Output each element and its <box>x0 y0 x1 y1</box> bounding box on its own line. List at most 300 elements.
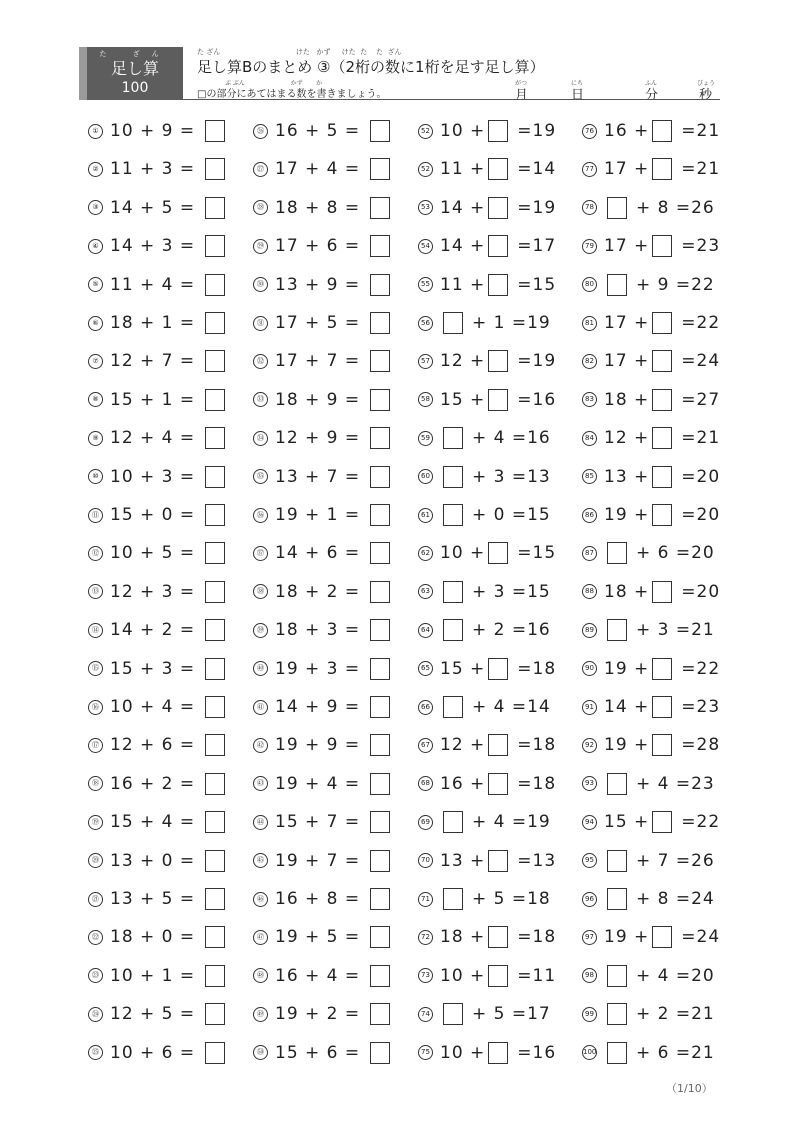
problem-item <box>88 924 228 950</box>
problem-number: ② <box>88 162 103 177</box>
problem-item <box>582 195 715 221</box>
expression-right: + 7 =26 <box>636 850 715 871</box>
answer-box[interactable] <box>370 850 390 872</box>
problem-number: 71 <box>418 892 433 907</box>
answer-box[interactable] <box>205 696 225 718</box>
expression-right: =18 <box>517 927 557 948</box>
problem-item <box>418 502 551 528</box>
problem-item <box>253 272 393 298</box>
answer-box[interactable] <box>370 734 390 756</box>
problem-number: ㉖ <box>253 124 268 139</box>
problem-number: ㊵ <box>253 661 268 676</box>
answer-box[interactable] <box>607 965 627 987</box>
expression-left: 17 + 6 = <box>275 236 361 257</box>
expression-right: + 2 =16 <box>472 620 551 641</box>
problem-item <box>253 348 393 374</box>
answer-box[interactable] <box>652 235 672 257</box>
title-ruby: た ざん けた かず けた た た ざん <box>197 48 402 56</box>
problem-number: 90 <box>582 661 597 676</box>
answer-box[interactable] <box>205 235 225 257</box>
answer-box[interactable] <box>205 850 225 872</box>
expression-left: 10 + 3 = <box>110 466 196 487</box>
answer-box[interactable] <box>488 389 508 411</box>
problem-item <box>253 771 393 797</box>
problem-item <box>418 425 551 451</box>
expression-left: 10 + 6 = <box>110 1042 196 1063</box>
answer-box[interactable] <box>370 466 390 488</box>
day-ruby: にち <box>571 80 584 87</box>
expression-left: 10 + <box>440 965 486 986</box>
expression-left: 14 + 3 = <box>110 236 196 257</box>
expression-left: 12 + <box>604 428 650 449</box>
answer-box[interactable] <box>652 581 672 603</box>
problem-item <box>253 425 393 451</box>
problem-number: 57 <box>418 354 433 369</box>
expression-right: =24 <box>681 927 721 948</box>
problem-number: ㊴ <box>253 623 268 638</box>
problem-item <box>418 233 556 259</box>
answer-box[interactable] <box>488 734 508 756</box>
problem-item <box>582 848 715 874</box>
problem-item <box>418 617 551 643</box>
answer-box[interactable] <box>443 504 463 526</box>
problem-item <box>582 464 720 490</box>
problem-number: ⑨ <box>88 431 103 446</box>
problem-item <box>418 848 556 874</box>
answer-box[interactable] <box>205 504 225 526</box>
answer-box[interactable] <box>205 619 225 641</box>
answer-box[interactable] <box>443 811 463 833</box>
answer-box[interactable] <box>443 581 463 603</box>
answer-box[interactable] <box>607 850 627 872</box>
problem-number: 83 <box>582 392 597 407</box>
expression-right: =15 <box>517 543 557 564</box>
expression-left: 10 + 4 = <box>110 697 196 717</box>
problem-number: 58 <box>418 392 433 407</box>
problem-item <box>253 656 393 682</box>
problem-number: ㊼ <box>253 930 268 945</box>
answer-box[interactable] <box>443 696 463 718</box>
answer-box[interactable] <box>370 542 390 564</box>
answer-box[interactable] <box>607 542 627 564</box>
expression-right: =19 <box>517 197 557 218</box>
answer-box[interactable] <box>652 734 672 756</box>
problem-item <box>88 156 228 182</box>
expression-left: 18 + <box>604 389 650 410</box>
answer-box[interactable] <box>443 312 463 334</box>
expression-right: + 5 =18 <box>472 889 551 909</box>
answer-box[interactable] <box>488 197 508 219</box>
answer-box[interactable] <box>652 811 672 833</box>
expression-left: 19 + 9 = <box>275 735 361 756</box>
expression-right: =20 <box>681 466 721 487</box>
problem-item <box>253 886 393 912</box>
problem-number: ⑲ <box>88 815 103 830</box>
expression-left: 14 + <box>440 197 486 218</box>
expression-right: =14 <box>517 159 557 180</box>
answer-box[interactable] <box>607 888 627 910</box>
problem-number: ㉗ <box>253 162 268 177</box>
expression-left: 18 + 8 = <box>275 197 361 218</box>
second-label: 秒 <box>699 88 713 103</box>
problem-item <box>418 924 556 950</box>
answer-box[interactable] <box>652 120 672 142</box>
problem-number: 100 <box>582 1045 597 1060</box>
expression-left: 19 + 3 = <box>275 658 361 679</box>
expression-left: 16 + 5 = <box>275 121 361 141</box>
expression-right: + 4 =19 <box>472 812 551 833</box>
problem-number: 96 <box>582 892 597 907</box>
problem-number: 89 <box>582 623 597 638</box>
problem-number: 63 <box>418 584 433 599</box>
problem-item <box>418 540 556 566</box>
problem-number: ㊽ <box>253 968 268 983</box>
problem-item <box>88 310 228 336</box>
problem-item <box>582 156 720 182</box>
expression-left: 15 + 4 = <box>110 812 196 833</box>
problem-item <box>418 963 556 989</box>
expression-right: + 3 =13 <box>472 466 551 487</box>
answer-box[interactable] <box>652 350 672 372</box>
answer-box[interactable] <box>370 427 390 449</box>
expression-right: + 1 =19 <box>472 313 551 333</box>
problem-item <box>582 656 720 682</box>
category-ruby: た ざん <box>99 50 171 58</box>
answer-box[interactable] <box>370 235 390 257</box>
problem-item <box>88 886 228 912</box>
page-number: （1/10） <box>666 1082 713 1095</box>
problem-item <box>253 848 393 874</box>
problem-item <box>88 502 228 528</box>
answer-box[interactable] <box>205 811 225 833</box>
answer-box[interactable] <box>488 120 508 142</box>
answer-box[interactable] <box>205 965 225 987</box>
expression-left: 14 + <box>440 236 486 257</box>
problem-number: ㊶ <box>253 700 268 715</box>
problem-item <box>582 272 715 298</box>
answer-box[interactable] <box>205 312 225 334</box>
answer-box[interactable] <box>370 197 390 219</box>
answer-box[interactable] <box>370 773 390 795</box>
expression-left: 12 + <box>440 351 486 372</box>
answer-box[interactable] <box>205 427 225 449</box>
worksheet-header <box>79 47 720 102</box>
answer-box[interactable] <box>607 619 627 641</box>
expression-right: =21 <box>681 428 721 449</box>
expression-right: =18 <box>517 773 557 794</box>
answer-box[interactable] <box>370 926 390 948</box>
problem-item <box>582 502 720 528</box>
expression-right: =21 <box>681 159 721 180</box>
answer-box[interactable] <box>370 1003 390 1025</box>
problem-item <box>253 1040 393 1066</box>
problem-number: 55 <box>418 277 433 292</box>
answer-box[interactable] <box>370 312 390 334</box>
problem-item <box>582 1040 715 1066</box>
problem-number: 97 <box>582 930 597 945</box>
answer-box[interactable] <box>205 120 225 142</box>
answer-box[interactable] <box>205 389 225 411</box>
problem-item <box>88 540 228 566</box>
problem-number: 69 <box>418 815 433 830</box>
problem-number: ㉕ <box>88 1045 103 1060</box>
problem-item <box>582 579 720 605</box>
problem-item <box>582 886 715 912</box>
problem-item <box>253 118 393 144</box>
problem-number: 93 <box>582 776 597 791</box>
problem-number: ㉛ <box>253 316 268 331</box>
problem-number: ㉙ <box>253 239 268 254</box>
problem-item <box>88 771 228 797</box>
expression-left: 12 + <box>440 735 486 756</box>
problem-item <box>88 848 228 874</box>
problem-item <box>253 387 393 413</box>
expression-right: =28 <box>681 735 721 756</box>
problem-number: 84 <box>582 431 597 446</box>
expression-right: + 4 =14 <box>472 697 551 717</box>
answer-box[interactable] <box>370 658 390 680</box>
answer-box[interactable] <box>652 427 672 449</box>
problem-item <box>88 464 228 490</box>
problem-number: ㊻ <box>253 892 268 907</box>
answer-box[interactable] <box>488 158 508 180</box>
expression-left: 19 + <box>604 735 650 756</box>
answer-box[interactable] <box>370 120 390 142</box>
answer-box[interactable] <box>652 926 672 948</box>
answer-box[interactable] <box>443 1003 463 1025</box>
answer-box[interactable] <box>370 696 390 718</box>
problem-number: 81 <box>582 316 597 331</box>
expression-right: + 5 =17 <box>472 1004 551 1025</box>
expression-right: + 2 =21 <box>636 1004 715 1025</box>
expression-right: + 6 =20 <box>636 543 715 564</box>
expression-left: 13 + 0 = <box>110 850 196 871</box>
answer-box[interactable] <box>443 427 463 449</box>
problem-count: 100 <box>121 80 149 96</box>
expression-right: + 3 =15 <box>472 581 551 602</box>
answer-box[interactable] <box>205 542 225 564</box>
problem-number: 79 <box>582 239 597 254</box>
expression-left: 17 + <box>604 351 650 372</box>
problem-number: 74 <box>418 1007 433 1022</box>
problem-item <box>253 502 393 528</box>
expression-right: + 3 =21 <box>636 620 715 641</box>
minute-label: 分 <box>645 88 659 103</box>
answer-box[interactable] <box>488 350 508 372</box>
problem-number: 77 <box>582 162 597 177</box>
problem-number: ㉔ <box>88 1007 103 1022</box>
answer-box[interactable] <box>205 888 225 910</box>
answer-box[interactable] <box>607 197 627 219</box>
answer-box[interactable] <box>370 1042 390 1064</box>
problem-number: ⑯ <box>88 700 103 715</box>
problem-number: ㉜ <box>253 354 268 369</box>
problem-item <box>582 1001 715 1027</box>
answer-box[interactable] <box>607 1003 627 1025</box>
problem-number: 98 <box>582 968 597 983</box>
answer-box[interactable] <box>607 274 627 296</box>
expression-left: 13 + <box>440 850 486 871</box>
answer-box[interactable] <box>488 926 508 948</box>
answer-box[interactable] <box>443 466 463 488</box>
problem-number: ㉞ <box>253 431 268 446</box>
problem-number: ⑫ <box>88 546 103 561</box>
expression-left: 11 + 3 = <box>110 159 196 180</box>
expression-left: 15 + 7 = <box>275 812 361 833</box>
expression-right: =11 <box>517 965 557 986</box>
answer-box[interactable] <box>652 504 672 526</box>
problem-item <box>88 963 228 989</box>
answer-box[interactable] <box>652 158 672 180</box>
problem-number: ① <box>88 124 103 139</box>
answer-box[interactable] <box>370 274 390 296</box>
answer-box[interactable] <box>370 888 390 910</box>
problem-item <box>418 1001 551 1027</box>
answer-box[interactable] <box>488 850 508 872</box>
problem-number: ㉝ <box>253 392 268 407</box>
problem-number: ③ <box>88 200 103 215</box>
expression-right: =18 <box>517 735 557 756</box>
problem-item <box>88 809 228 835</box>
problem-number: 95 <box>582 853 597 868</box>
expression-right: =15 <box>517 274 557 295</box>
problem-item <box>418 579 551 605</box>
problem-item <box>88 272 228 298</box>
expression-right: =22 <box>681 313 721 333</box>
expression-left: 17 + <box>604 313 650 333</box>
answer-box[interactable] <box>370 158 390 180</box>
month-label: 月 <box>515 88 529 103</box>
answer-box[interactable] <box>205 658 225 680</box>
problem-item <box>253 694 393 720</box>
expression-right: + 6 =21 <box>636 1042 715 1063</box>
answer-box[interactable] <box>652 658 672 680</box>
answer-box[interactable] <box>652 466 672 488</box>
problem-number: 54 <box>418 239 433 254</box>
expression-left: 12 + 7 = <box>110 351 196 372</box>
answer-box[interactable] <box>607 1042 627 1064</box>
problem-number: ⑳ <box>88 853 103 868</box>
problem-number: ⑥ <box>88 316 103 331</box>
answer-box[interactable] <box>370 504 390 526</box>
answer-box[interactable] <box>370 581 390 603</box>
expression-right: =22 <box>681 658 721 679</box>
problem-number: ⑰ <box>88 738 103 753</box>
problem-item <box>418 732 556 758</box>
expression-left: 10 + 1 = <box>110 965 196 986</box>
answer-box[interactable] <box>652 312 672 334</box>
answer-box[interactable] <box>205 581 225 603</box>
expression-left: 12 + 3 = <box>110 581 196 602</box>
expression-right: =23 <box>681 697 721 717</box>
problem-item <box>253 579 393 605</box>
answer-box[interactable] <box>205 734 225 756</box>
answer-box[interactable] <box>205 274 225 296</box>
answer-box[interactable] <box>205 926 225 948</box>
problem-item <box>418 771 556 797</box>
problem-number: 60 <box>418 469 433 484</box>
expression-left: 10 + <box>440 1042 486 1063</box>
expression-left: 13 + 7 = <box>275 466 361 487</box>
minute-ruby: ふん <box>645 80 658 87</box>
answer-box[interactable] <box>205 1003 225 1025</box>
answer-box[interactable] <box>488 773 508 795</box>
expression-left: 19 + <box>604 927 650 948</box>
answer-box[interactable] <box>488 235 508 257</box>
answer-box[interactable] <box>205 1042 225 1064</box>
answer-box[interactable] <box>607 773 627 795</box>
expression-left: 15 + 3 = <box>110 658 196 679</box>
problem-item <box>418 694 551 720</box>
expression-left: 19 + 7 = <box>275 850 361 871</box>
answer-box[interactable] <box>370 965 390 987</box>
problem-item <box>418 464 551 490</box>
answer-box[interactable] <box>205 197 225 219</box>
expression-right: =19 <box>517 121 557 141</box>
answer-box[interactable] <box>370 811 390 833</box>
expression-left: 18 + <box>440 927 486 948</box>
expression-left: 14 + 5 = <box>110 197 196 218</box>
problem-number: ⑩ <box>88 469 103 484</box>
expression-left: 16 + 2 = <box>110 773 196 794</box>
answer-box[interactable] <box>488 658 508 680</box>
answer-box[interactable] <box>443 619 463 641</box>
expression-right: =20 <box>681 581 721 602</box>
problem-item <box>88 348 228 374</box>
day-label: 日 <box>571 88 585 103</box>
problem-item <box>582 540 715 566</box>
answer-box[interactable] <box>370 619 390 641</box>
problem-item <box>582 732 720 758</box>
answer-box[interactable] <box>205 158 225 180</box>
answer-box[interactable] <box>488 542 508 564</box>
answer-box[interactable] <box>370 350 390 372</box>
expression-left: 15 + <box>604 812 650 833</box>
expression-left: 19 + <box>604 658 650 679</box>
expression-left: 19 + 1 = <box>275 505 361 525</box>
answer-box[interactable] <box>652 696 672 718</box>
problem-item <box>582 809 720 835</box>
problem-item <box>418 886 551 912</box>
problem-item <box>582 348 720 374</box>
answer-box[interactable] <box>370 389 390 411</box>
answer-box[interactable] <box>488 1042 508 1064</box>
answer-box[interactable] <box>443 888 463 910</box>
problem-item <box>88 1040 228 1066</box>
problem-number: 85 <box>582 469 597 484</box>
date-time-fields <box>499 78 720 103</box>
answer-box[interactable] <box>205 350 225 372</box>
answer-box[interactable] <box>488 274 508 296</box>
problem-number: ⑤ <box>88 277 103 292</box>
answer-box[interactable] <box>205 466 225 488</box>
problem-item <box>253 195 393 221</box>
problem-item <box>582 310 720 336</box>
answer-box[interactable] <box>488 965 508 987</box>
answer-box[interactable] <box>205 773 225 795</box>
problem-item <box>253 310 393 336</box>
expression-right: =22 <box>681 812 721 833</box>
expression-right: + 8 =24 <box>636 889 715 909</box>
category-tag <box>79 47 183 100</box>
problem-item <box>418 118 556 144</box>
answer-box[interactable] <box>652 389 672 411</box>
expression-right: =18 <box>517 658 557 679</box>
problem-item <box>88 732 228 758</box>
header-divider <box>183 99 720 100</box>
problem-number: ㊳ <box>253 584 268 599</box>
expression-right: =16 <box>517 1042 557 1063</box>
